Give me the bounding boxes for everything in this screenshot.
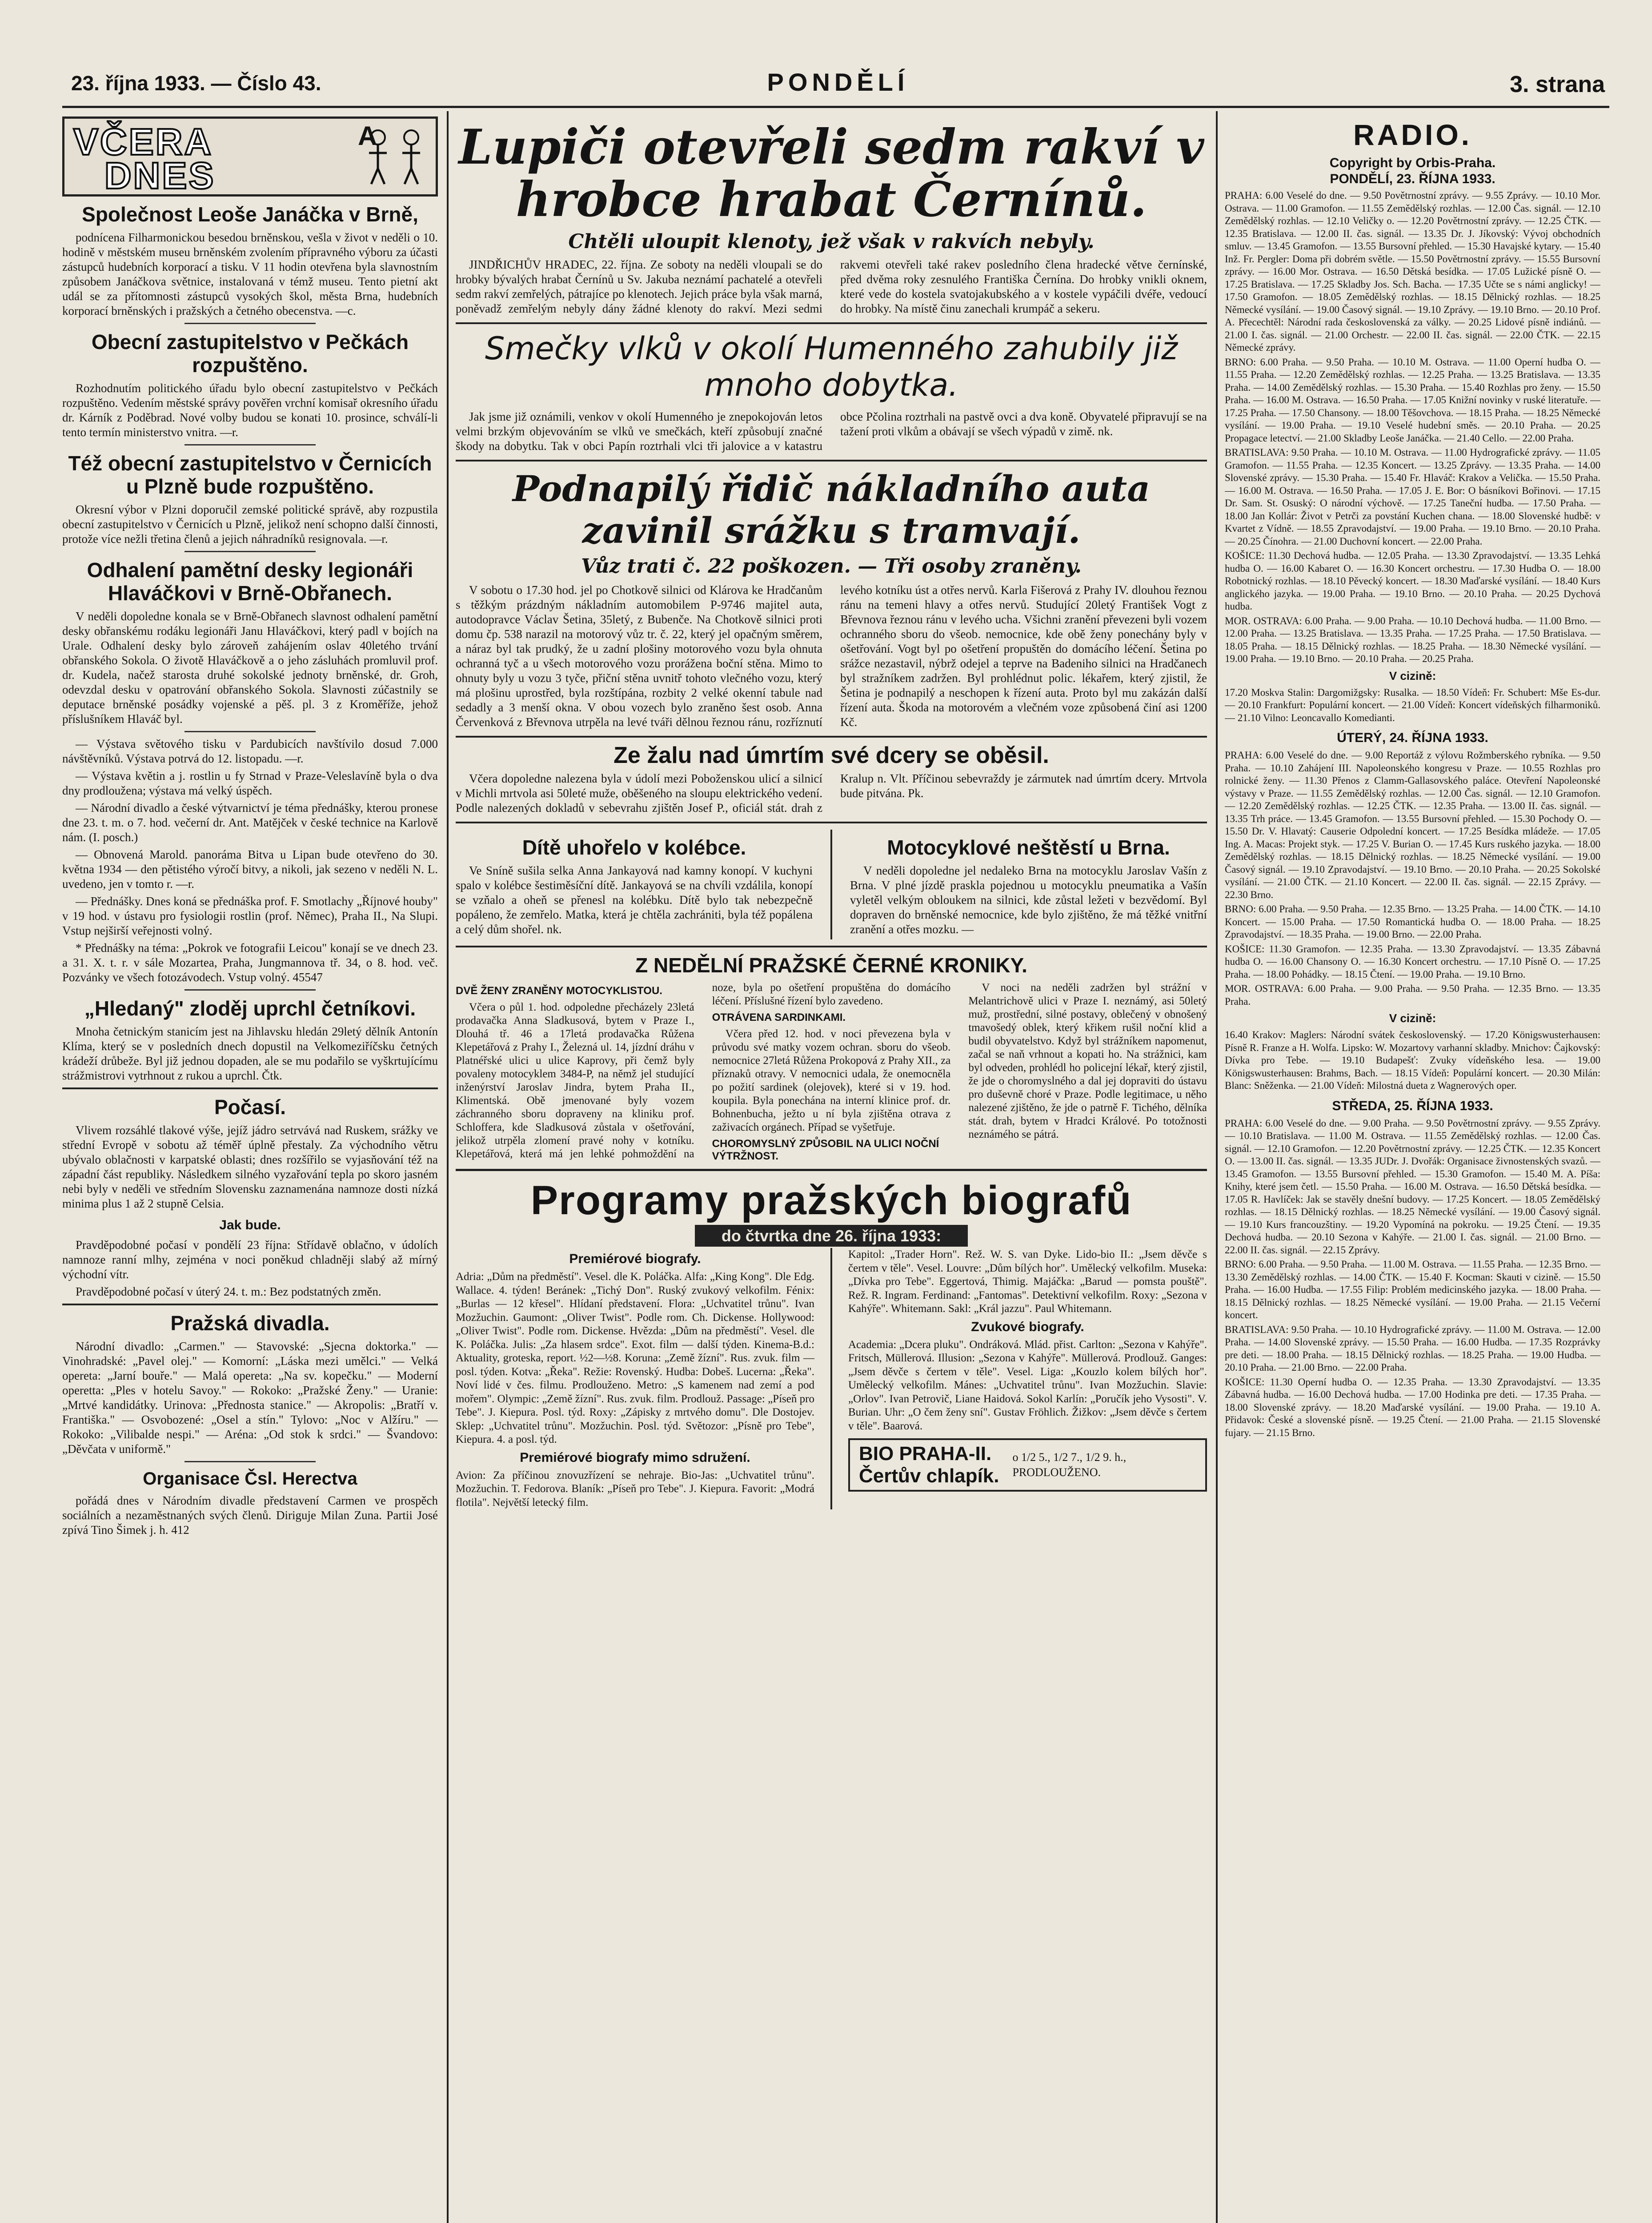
headline-robbers: Lupiči otevřeli sedm rakví v hrobce hrabat Černínů. (458, 119, 1204, 228)
cinema-programs-title: Programy pražských biografů (530, 1178, 1132, 1223)
vcera-a-dnes-logo (62, 116, 438, 197)
logo-figures-icon (360, 124, 431, 186)
radio-copyright: Copyright by Orbis-Praha. (1329, 156, 1496, 170)
radio-tuesday-foreign: 16.40 Krakov: Maglers: Národní svátek československý. — 17.20 Königswusterhausen: Písně R. Franze a H. Wolfa. Lipsko: W. Mozartovy varhanní skladby. Mnichov: Čajkovský: Dívka pro Tebe. — 19.10 Budapešť: Zvuky vídeňského lesa. — 19.00 Königswusterhausen: Brahms, Bach. — 18.15 Vídeň: Populární koncert. — 20.30 Milán: Blanc: Sněženka. — 21.00 Vídeň: Milostná dueta z Wagnerových oper. (1225, 1029, 1600, 1091)
article-robbers-text: JINDŘICHŮV HRADEC, 22. října. Ze soboty na neděli vloupali se do hrobky bývalých hrabat Černínů u Sv. Jakuba neznámí pachatelé a otevřeli sedm rakví zemřelých, pátrajíce po klenotech. Jejich práce byla však marná, poněvadž zemřelým nebyly dány žádné klenoty do rakví. Mezi sedmi rakvemi otevřeli také rakev posledního člena hradecké větve černínské, před dvěma roky zesnulého Františka Černína. Do hrobky vnikli oknem, které vede do kostela svatojakubského a v kostele vypáčili dvéře, vedoucí do hrobky. Na místě činu zanechali krumpáč a sekeru. (456, 258, 1207, 315)
weather-title: Počasí. (214, 1095, 286, 1119)
article-actors-text: pořádá dnes v Národním divadle představení Carmen ve prospěch sociálních a nezaměstnaných svých členů. Diriguje Milan Zuna. Partii José zpívá Tino Šimek j. h. 412 (62, 1494, 438, 1537)
cinema-programs-subtitle-bar (456, 1227, 1207, 1245)
divider (184, 551, 316, 552)
outside-cinemas-list: Avion: Za příčinou znovuzřízení se nehraje. Bio-Jas: „Uchvatitel trůnu". Mozžuchin. T. Fedorova. Blaník: „Píseň pro Tebe". J. Kiepura. Favorit: „Modrá flotila". Největší letecký film. (456, 1469, 814, 1509)
radio-foreign-title-2: V cizině: (1389, 1011, 1436, 1025)
premiere-cinemas-title: Premiérové biografy. (569, 1252, 701, 1266)
radio-monday-foreign: 17.20 Moskva Stalin: Dargomižgsky: Rusalka. — 18.50 Vídeň: Fr. Schubert: Mše Es-dur. — 20.10 Frankfurt: Populární koncert. — 21.00 Vídeň: Koncert vídeňských filharmoniků. — 21.10 Vilno: Leoncavallo Komedianti. (1225, 686, 1600, 723)
news-note: * Přednášky na téma: „Pokrok ve fotografii Leicou" konají se ve dnech 23. a 31. X. t. r. v sále Mozartea, Praha, Jungmannova tř. 34, o 8. hod. več. Pozvánky ve všech fotozávodech. Vstup volný. 45547 (62, 941, 438, 984)
article-actors-title: Organisace Čsl. Herectva (143, 1469, 357, 1489)
news-note: — Výstava květin a j. rostlin u fy Strnad v Praze-Veleslavíně byla o dva dny prodloužena; výstava má velký úspěch. (62, 769, 438, 797)
chronicle-story2-text: Včera před 12. hod. v noci převezena byla v průvodu své matky vozem ochran. sboru do všeob. nemocnice 27letá Růžena Prokopová z Prahy XII., za příznaků otravy. V nemocnici udala, že onemocněla po požití sardinek (olejovek), které si v 19. hod. koupila. Byla ponechána na interní klinice prof. dr. Bohnenbucha, ježto u ní byla zjištěna otrava z zaživacích orgánech. Případ se vyšetřuje. (712, 1028, 951, 1133)
radio-wednesday-kosice: KOŠICE: 11.30 Operní hudba O. — 12.35 Praha. — 13.30 Zpravodajství. — 13.35 Zábavná hudba. — 16.00 Dechová hudba. — 17.00 Hodinka pre deti. — 17.35 Praha. — 18.00 Slovenské zprávy. — 18.20 Maďarské vysílání. — 19.00 Praha. — 19.10 A. Přidavok: České a slovenské písně. — 19.25 Čtení. — 21.00 Praha. — 21.15 Slovenské fujary. — 21.15 Brno. (1225, 1376, 1600, 1438)
section-rule (456, 822, 1207, 823)
forecast-tuesday: Pravděpodobné počasí v úterý 24. t. m.: Bez podstatných změn. (76, 1285, 381, 1298)
headline-cradle: Dítě uhořelo v kolébce. (522, 836, 746, 859)
radio-tuesday-brno: BRNO: 6.00 Praha. — 9.50 Praha. — 12.35 Brno. — 13.25 Praha. — 14.00 ČTK. — 14.10 Koncert. — 15.00 Praha. — 17.50 Romantická hudba O. — 18.00 Praha. — 18.25 Zpravodajství. — 18.35 Praha. — 19.00 Brno. — 22.00 Praha. (1225, 903, 1600, 940)
headline-tram: Podnapilý řidič nákladního auta zavinil srážku s tramvají. (512, 468, 1151, 551)
news-note: — Národní divadlo a české výtvarnictví je téma přednášky, kterou pronese dne 23. t. m. o 7. hod. večerní dr. Ant. Matějček v české technice na Karlově nám. (I. posch.) (62, 801, 438, 844)
cinema-listing-right (848, 1248, 1207, 1509)
bio-praha-ad-right (1012, 1450, 1126, 1480)
radio-monday-kosice: KOŠICE: 11.30 Dechová hudba. — 12.05 Praha. — 13.30 Zpravodajství. — 13.35 Lehká hudba O. — 16.00 Kabaret O. — 16.30 Koncert orchestru. — 17.30 Hudba O. — 18.00 Robotnický rozhlas. — 18.10 Pěvecký koncert. — 18.30 Maďarské vysílání. — 18.40 Kurs anglického jazyka. — 19.00 Praha. — 19.10 Brno. — 20.10 Praha. — 20.25 Dychová hudba. (1225, 550, 1600, 612)
section-rule (62, 1087, 438, 1089)
chronicle-columns (456, 981, 1207, 1163)
center-column (456, 116, 1207, 2223)
divider (184, 323, 316, 324)
article-thief-title: „Hledaný" zloděj uprchl četníkovi. (84, 997, 416, 1020)
chronicle-title: Z NEDĚLNÍ PRAŽSKÉ ČERNÉ KRONIKY. (635, 954, 1027, 977)
headline-suicide: Ze žalu nad úmrtím své dcery se oběsil. (613, 742, 1049, 768)
radio-day-wednesday: STŘEDA, 25. ŘÍJNA 1933. (1332, 1098, 1493, 1113)
header-rule (62, 106, 1609, 108)
chronicle-story1-title: DVĚ ŽENY ZRANĚNY MOTOCYKLISTOU. (456, 985, 662, 997)
cinema-listing-left (456, 1248, 814, 1509)
radio-monday-bratislava: BRATISLAVA: 9.50 Praha. — 10.10 M. Ostrava. — 11.00 Hydrografické zprávy. — 11.05 Gramofon. — 11.55 Praha. — 12.35 Koncert. — 13.25 Zprávy. — 13.35 Praha. — 14.00 Slovenské zprávy. — 15.30 Praha. — 15.40 Fr. Hlaváč: Krakov a Velička. — 15.50 Praha. — 16.00 M. Ostrava. — 16.50 Praha. — 17.05 J. E. Bor: O básníkovi Bořinovi. — 17.15 Dr. Sam. St. Osuský: O národní výchově. — 17.25 Taneční hudba. — 17.50 Praha. — 18.00 Jan Kollár: Život v Petrči za povstání Kuchen chana. — 18.00 Slovenské hudbě: v Kvartet z Vídně. — 18.55 Zpravodajství. — 19.00 Praha. — 19.10 Brno. — 20.10 Praha. — 20.25 Čínohra. — 21.00 Duchovní koncert. — 22.00 Praha. (1225, 447, 1600, 547)
subheadline-robbers: Chtěli uloupit klenoty, jež však v rakvích nebyly. (568, 230, 1095, 253)
bio-praha-times: o 1/2 5., 1/2 7., 1/2 9. h., (1012, 1451, 1127, 1464)
bio-praha-film: Čertův chlapík. (859, 1465, 999, 1487)
story-divider (830, 830, 832, 939)
news-note: — Obnovená Marold. panoráma Bitva u Lipan bude otevřeno do 30. května 1934 — den pětistého výročí bitvy, a nikoli, jak sezeno v neděli N. L. uvedeno, jen v tomto r. —r. (62, 848, 438, 891)
article-hlavacek-text: V neděli dopoledne konala se v Brně-Obřanech slavnost odhalení pamětní desky obřanskému rodáku legionáři Janu Hlaváčkovi, který padl v bojích na Urale. Odhalení desky bylo zároveň zahájením oslav 40letého trvání obřanského Sokola. O životě Hlaváčkově a o jeho zásluhách promluvil prof. dr. Kudela, načež starosta druhé sokolské jednoty brněnské, dr. Groh, odevzdal desku v opatrování obřanského Sokola. Slavnosti zúčastnily se deputace brněnské posádky vojenské a pěš. pl. 3 z Kroměříže, jehož příslušníkem Hlaváč byl. (62, 610, 438, 726)
article-hlavacek-title: Odhalení pamětní desky legionáři Hlaváčkovi v Brně-Obřanech. (87, 558, 413, 605)
article-cernice-text: Okresní výbor v Plzni doporučil zemské politické správě, aby rozpustila obecní zastupitelstvo v Černicích u Plzně, jelikož není schopno další činnosti, protože více nežli třetina členů a jejich náhradníků resignovala. —r. (62, 503, 438, 546)
radio-wednesday-praha: PRAHA: 6.00 Veselé do dne. — 9.00 Praha. — 9.50 Povětrnostní zprávy. — 9.55 Zprávy. — 10.10 Bratislava. — 11.00 M. Ostrava. — 11.55 Zemědělský rozhlas. — 12.00 Čas. signál. — 12.10 Gramofon. — 12.20 Povětrnostní zprávy. — 12.25 ČTK. — 12.35 Koncert O. — 13.00 II. čas. signál. — 13.35 JUDr. J. Dvořák: Organisace živnostenských svazů. — 13.45 Gramofon. — 13.55 Bursovní přehled. — 15.30 Gramofon. — 15.40 M. A. Píša: Knihy, které jsem četl. — 15.50 Praha. — 16.00 M. Ostrava. — 16.50 Dětská besídka. — 17.05 R. Havlíček: Jak se stavěly dnešní budovy. — 17.25 Koncert. — 18.05 Zemědělský rozhlas. — 18.15 Dělnický rozhlas. — 18.25 Německé vysílání. — 19.00 Časový signál. — 19.10 Kurs francouzštiny. — 19.20 Vypomíná na pokroku. — 19.25 Čtení. — 19.35 Dechová hudba. — 20.10 Sezona v Kahýře. — 21.00 I. čas. signál. — 21.00 Brno. — 22.00 II. čas. signál. — 22.15 Zprávy. (1225, 1117, 1600, 1256)
logo-dnes: DNES (104, 155, 216, 197)
column-rule-left (447, 111, 449, 2223)
article-janacek-title: Společnost Leoše Janáčka v Brně, (82, 203, 418, 226)
cinema-listing (456, 1248, 1207, 1509)
chronicle-story3-text: V noci na neděli zadržen byl strážní v Melantrichově ulici v Praze I. neznámý, asi 50letý muž, prostřední, silné postavy, oblečený v obnošený tmavošedý oblek, který křikem rušil noční klid a budil obyvatelstvo. Když byl strážníkem napomenut, začal se naň vrhnout a kopati ho. Na strážnici, kam byl odveden, prohlédl ho policejní lékař, který zjistil, že jde o choromyslného a dal jej dopraviti do ústavu pro duševně choré v Praze. Podle legitimace, u něho nalezené zjištěno, že jde o patrně F. Tichého, dělníka stát. drah, bytem v Hradci Králové. Po totožnosti neznámého se pátrá. (968, 982, 1207, 1140)
chronicle-story2-title: OTRÁVENA SARDINKAMI. (712, 1011, 846, 1023)
radio-monday-ostrava: MOR. OSTRAVA: 6.00 Praha. — 9.00 Praha. — 10.10 Dechová hudba. — 11.00 Brno. — 12.00 Praha. — 13.25 Bratislava. — 13.35 Praha. — 17.25 Praha. — 17.50 Bratislava. — 18.05 Praha. — 18.15 Dělnický rozhlas. — 18.25 Praha. — 18.30 Německé vysílání. — 19.00 Praha. — 19.10 Brno. — 20.10 Praha. — 20.25 Praha. (1225, 615, 1600, 664)
article-suicide-text: Včera dopoledne nalezena byla v údolí mezi Poboženskou ulicí a silnicí v Michli mrtvola asi 50leté muže, oběšeného na sloupu elektrického vedení. Podle nalezených dokladů v sebevrahu zjištěn Josef P., oficiál stát. drah z Kralup n. Vlt. Příčinou sebevraždy je zármutek nad úmrtím dcery. Mrtvola bude pitvána. Pk. (456, 772, 1207, 815)
section-rule (456, 460, 1207, 461)
section-rule (456, 736, 1207, 738)
outside-cinemas-title: Premiérové biografy mimo sdružení. (520, 1450, 750, 1465)
cinema-listing-divider (830, 1248, 832, 1509)
chronicle-story1-text: Včera o půl 1. hod. odpoledne přecházely 23letá prodavačka Anna Sladkusová, bytem v Praze I., Dlouhá tř. 46 a 17letá prodavačka Růžena Klepetářová z Prahy I., Železná ul. 14, jízdní dráhu v Platnéřské ulici u ulice Kaprovy, při čemž byly povaleny motocyklem 3484-P, na němž jel studující inženýrství Jaroslav Jindra, bytem Praha II., Klimentská. Obě jmenované byly vozem záchranného sboru dopraveny na kliniku prof. Schloffera, kde Sladkusová zůstala v ošetřování, jelikož utrpěla zlomení pravé nohy v kotníku. Klepetářová, která má jen lehké pohmoždění na noze, byla po ošetření propuštěna do domácího léčení. Příslušné řízení bylo zavedeno. (456, 982, 951, 1160)
news-note: — Výstava světového tisku v Pardubicích navštívilo dosud 7.000 návštěvníků. Výstava potrvá do 12. listopadu. —r. (62, 737, 438, 765)
headline-motorcycle: Motocyklové neštěstí u Brna. (887, 836, 1170, 859)
radio-monday-brno: BRNO: 6.00 Praha. — 9.50 Praha. — 10.10 M. Ostrava. — 11.00 Operní hudba O. — 11.55 Praha. — 12.20 Zemědělský rozhlas. — 12.25 Praha. — 13.25 Bratislava. — 13.35 Praha. — 14.00 Zemědělský rozhlas. — 15.30 Praha. — 15.40 Rozhlas pro ženy. — 15.50 Praha. — 16.00 M. Ostrava. — 16.50 Praha. — 17.05 Knižní novinky v ruské literatuře. — 17.25 Praha. — 17.50 Chansony. — 18.00 Těšovchova. — 18.15 Praha. — 18.25 Německé vysílání. — 19.00 Praha. — 19.10 Veselé hudební směs. — 20.10 Praha. — 20.25 Propagace letectví. — 21.00 Skladby Leoše Janáčka. — 21.40 Cello. — 22.00 Praha. (1225, 356, 1600, 444)
section-rule (456, 322, 1207, 324)
radio-foreign-title: V cizině: (1389, 669, 1436, 682)
forecast-monday: Pravděpodobné počasí v pondělí 23 října: Střídavě oblačno, v údolích namnoze ranní mlhy, zejména v noci poněkud chladněji slabý až mírný východní vítr. (62, 1238, 438, 1281)
weather-text: Vlivem rozsáhlé tlakové výše, jejíž jádro setrvává nad Ruskem, srážky ve střední Evropě v sobotu až téměř úplně přestaly. Za východního větru ubývalo oblačnosti v karpatské oblasti; dnes rozšířilo se vyjasňování též na západní část republiky. Následkem silného vyzařování tepla po skoro jasném nebi byly v neděli ve středním Slovensku zaznamenána namnoze dosti nízká minima plus 1 až 2 stupně Celsia. (62, 1124, 438, 1210)
article-cernice-title: Též obecní zastupitelstvo v Černicích u Plzně bude rozpuštěno. (68, 452, 432, 498)
premiere-cinemas-list: Adria: „Dům na předměstí". Vesel. dle K. Poláčka. Alfa: „King Kong". Dle Edg. Wallace. 4. týden! Beránek: „Tichý Don". Ruský zvukový velkofilm. Fénix: „Burlas — 12 křesel". Hlídaní představení. Flora: „Uchvatitel trůnu". Ivan Mozžuchin. Gaumont: „Oliver Twist". Podle rom. Ch. Dickense. Hollywood: „Oliver Twist". Podle rom. Dickense. Hvězda: „Dům na předměstí". Vesel. dle K. Poláčka. Julis: „Za hlasem srdce". Exot. film — další týden. Kinema-B.d.: Aktuality, groteska, report. ½2—½8. Koruna: „Země žízní". Rus. zvuk. film — posl. týden. Kotva: „Řeka". Režie: Rovenský. Hudba: Dobeš. Lucerna: „Řeka". Noví lidé v čes. filmu. Prodlouženo. Metro: „S kamenem nad zemí a pod mořem". Olympic: „Země žízní". Rus. zvuk. film. Prodlouž. Passage: „Píseň pro Tebe". J. Kiepura. Posl. týd. Roxy: „Zápisky z mrtvého domu". Dle Dostojev. Sklep: „Uchvatitel trůnu". Mozžuchin. Posl. týd. Světozor: „Písně pro Tebe", Kiepura. 4. a posl. týd. (456, 1271, 814, 1445)
article-thief-text: Mnoha četnickým stanicím jest na Jihlavsku hledán 29letý dělník Antonín Klíma, který se v posledních dnech dopustil na Velkomeziříčsku četných krádeží drůbeže. Byl již jednou dopaden, ale se mu podařilo se vyškrtujícímu strážmistrovi vytrhnout z rukou a uprchl. Čtk. (62, 1025, 438, 1082)
article-pecky-title: Obecní zastupitelstvo v Pečkách rozpuštěno. (91, 330, 409, 377)
news-note: — Přednášky. Dnes koná se přednáška prof. F. Smotlachy „Říjnové houby" v 19 hod. v ústavu pro fysiologii rostlin (prof. Němec), Praha II., Na Slupi. Vstup nejširší veřejnosti volný. (62, 895, 438, 937)
section-rule (456, 946, 1207, 947)
forecast-title: Jak bude. (219, 1218, 281, 1232)
article-wolves-text: Jak jsme již oznámili, venkov v okolí Humenného je znepokojován letos velmi brzkým objevováním se vlků ve smečkách, kteří způsobují značné škody na dobytku. Tak v obci Papín roztrhali vlci tři jalovice a v katastru obce Pčolina roztrhali na pastvě ovci a dva koně. Obyvatelé připravují se na tažení proti vlkům a obávají se všech výpadů v zimě. nk. (456, 410, 1207, 453)
premiere-cinemas-list-2: Kapitol: „Trader Horn". Rež. W. S. van Dyke. Lido-bio II.: „Jsem děvče s čertem v těle". Vesel. Louvre: „Dům bílých hor". Umělecký velkofilm. Museka: „Dívka pro Tebe". Eggertová, Thimig. Majáčka: „Barud — pomsta pouště". Rež. R. Ingram. Ferdinand: „Fantomas". Detektivní velkofilm. Roxy: „Sezona v Kahýře". Whitemann. Sakl: „Král jazzu". Paul Whitemann. (848, 1248, 1207, 1315)
theatre-title: Pražská divadla. (170, 1312, 330, 1335)
section-rule (62, 1304, 438, 1305)
left-column (62, 116, 438, 2223)
cinema-programs-subtitle: do čtvrtka dne 26. října 1933: (695, 1225, 968, 1247)
radio-tuesday-kosice: KOŠICE: 11.30 Gramofon. — 12.35 Praha. — 13.30 Zpravodajství. — 13.35 Zábavná hudba O. — 16.00 Chansony O. — 16.30 Koncert orchestru. — 17.10 Písně O. — 17.25 Praha. — 18.00 Pohádky. — 18.15 Čtení. — 19.00 Praha. — 19.10 Brno. (1225, 943, 1600, 980)
radio-tuesday-praha: PRAHA: 6.00 Veselé do dne. — 9.00 Reportáž z výlovu Rožmberského rybníka. — 9.50 Praha. — 10.10 Zahájení III. Napoleonského kongresu v Praze. — 10.55 Rozhlas pro rolnické ženy. — 11.30 Přenos z Clamm-Gallasovského paláce. Otevření Napoleonské výstavy v Praze. — 11.55 Zemědělský rozhlas. — 12.00 Čas. signál. — 12.10 Gramofon. — 12.20 Zemědělský rozhlas. — 12.25 ČTK. — 12.35 Praha. — 13.00 II. čas. signál. — 13.35 Trh práce. — 13.45 Gramofon. — 13.55 Bursovní přehled. — 15.30 Pochody O. — 15.50 Dr. V. Hlavatý: Causerie Odpolední koncert. — 17.25 Besídka mládeže. — 17.05 Ing. A. Macas: Projekt styk. — 17.25 V. Burian O. — 17.45 Kurs ruského jazyka. — 18.00 Zemědělský rozhlas. — 18.15 Dělnický rozhlas. — 18.25 Německé vysílání. — 19.00 Časový signál. — 19.10 Zpravodajství. — 19.10 Brno. — 20.10 Praha. — 20.25 Sokolské vysílání. — 21.00 ČTK. — 21.10 Koncert. — 22.00 II. čas. signál. — 22.15 Zprávy. — 22.30 Brno. (1225, 750, 1600, 900)
two-story-row (456, 830, 1207, 939)
chronicle-story3-title: CHOROMYSLNÝ ZPŮSOBIL NA ULICI NOČNÍ VÝTRŽNOST. (712, 1138, 939, 1162)
story-cradle (456, 830, 813, 939)
bio-praha-ad-left (859, 1443, 999, 1487)
article-pecky-text: Rozhodnutím politického úřadu bylo obecní zastupitelstvo v Pečkách rozpuštěno. Vedením městské správy pověřen vrchní komisař okresního úřadu dr. Kárník z Poděbrad. Nové volby budou se konati 10. prosince, schválí-li tento termín ministerstvo vnitra. —r. (62, 381, 438, 439)
bio-praha-name: BIO PRAHA-II. (859, 1443, 992, 1465)
bio-praha-note: PRODLOUŽENO. (1012, 1466, 1101, 1479)
radio-wednesday-bratislava: BRATISLAVA: 9.50 Praha. — 10.10 Hydrografické zprávy. — 11.00 M. Ostrava. — 12.00 Praha. — 14.00 Slovenské zprávy. — 15.50 Praha. — 16.00 Hudba. — 17.35 Rozprávky pre deti. — 18.00 Praha. — 18.15 Dělnický rozhlas. — 18.25 Praha. — 19.00 Hudba. — 20.10 Praha. — 21.00 Brno. — 22.00 Praha. (1225, 1324, 1600, 1373)
radio-column (1225, 116, 1600, 2223)
header-day: PONDĚLÍ (767, 68, 909, 96)
article-motorcycle-text: V neděli dopoledne jel nedaleko Brna na motocyklu Jaroslav Vašín z Brna. V plné jízdě praskla pojednou u motocyklu pneumatika a Vašín vyletěl velkým obloukem na silnici, kde zůstal ležeti v bezvědomí. Byl dopraven do brněnské nemocnice, kde bylo zjištěno, že má těžké vnitřní zranění a otřes mozku. — (850, 864, 1207, 936)
sound-cinemas-list: Academia: „Dcera pluku". Ondráková. Mlád. přist. Carlton: „Sezona v Kahýře". Fritsch, Müllerová. Illusion: „Sezona v Kahýře". Müllerová. Prodlouž. Ganges: „Jsem děvče s čertem v těle". Vesel. Liga: „Kouzlo kolem bílých hor". Umělecký velkofilm. Mánes: „Uchvatitel trůnu". Ivan Mozžuchin. Slavie: „Orlov". Ivan Petrovič, Liane Haidová. Sokol Karlín: „Poručík jeho Vysosti". V. Burian. Uhr: „O čem ženy sní". Gustav Fröhlich. Žižkov: „Jsem děvče s čertem v těle". Baarová. (848, 1338, 1207, 1432)
radio-day-tuesday: ÚTERÝ, 24. ŘÍJNA 1933. (1337, 730, 1488, 745)
sound-cinemas-title: Zvukové biografy. (971, 1319, 1084, 1334)
theatre-listing: Národní divadlo: „Carmen." — Stavovské: „Sjecna doktorka." — Vinohradské: „Pavel olej." — Komorní: „Láska mezi umělci." — Velká opereta: „Jarní bouře." — Malá opereta: „Na sv. kopečku." — Moderní operetta: „Ples v hotelu Savoy." — Rokoko: „Pražské Ženy." — Uranie: „Mrtvé kandidátky. Urinova: „Přednosta stanice." — Akropolis: „Bratří v. Františka." — Osvobozené: „Osel a stín." Tylovo: „Noc v Alžíru." — Rokoko: „Vilibalde nespi." — Aréna: „Od stok k srdci." — Švandovo: „Děvčata v uniformě." (62, 1340, 438, 1456)
article-janacek-text: podnícena Filharmonickou besedou brněnskou, vešla v život v neděli o 10. hodině v městském museu brněnském zvolením přípravného výboru za účasti zástupců hudebních korporací a tisku. V 11 hodin otevřena byla slavnostním způsobem Janáčkova světnice, instalovaná v témž museu. Tento pietní akt udál se za přítomnosti zástupců vysokých škol, města Brna, hudebních korporací brněnských i pražských a četného obecenstva. —c. (62, 231, 438, 317)
divider (184, 989, 316, 991)
radio-wednesday-brno: BRNO: 6.00 Praha. — 9.50 Praha. — 11.00 M. Ostrava. — 11.55 Praha. — 12.35 Brno. — 13.30 Zemědělský rozhlas. — 14.00 ČTK. — 15.40 F. Kocman: Skauti v cizině. — 15.50 Praha. — 16.00 Hudba. — 17.55 Filip: Problém medicinského jazyka. — 18.00 Praha. — 18.15 Dělnický rozhlas. — 18.25 Německé vysílání. — 19.00 Praha. — 21.15 Večerní koncert. (1225, 1259, 1600, 1320)
logo-a: A (358, 121, 377, 151)
radio-title: RADIO. (1353, 118, 1472, 151)
radio-monday-praha: PRAHA: 6.00 Veselé do dne. — 9.50 Povětrnostní zprávy. — 9.55 Zprávy. — 10.10 Mor. Ostrava. — 11.00 Gramofon. — 11.55 Zemědělský rozhlas. — 12.00 Čas. signál. — 12.10 Zemědělský rozhlas. — 12.10 Veličky o. — 12.20 Povětrnostní zprávy. — 12.25 ČTK. — 12.35 Bratislava. — 12.00 II. čas. signál. — 13.35 Dr. J. Jíkovský: Vývoj obchodních smluv. — 13.45 Gramofon. — 13.55 Bursovní přehled. — 15.30 Havajské kytary. — 15.40 Inž. Fr. Pergler: Doma při dobrém světle. — 15.50 Povětrnostní zprávy. — 15.55 Bursovní zprávy. — 16.00 Mor. Ostrava. — 16.50 Dětská besídka. — 17.05 Lužické písně O. — 17.25 Bratislava. — 17.25 Skladby Jos. Sch. Bacha. — 17.35 Učte se s námi anglicky! — 17.50 Gramofon. — 18.05 Zemědělský rozhlas. — 18.15 Dělnický rozhlas. — 18.25 Německé vysílání. — 19.00 Časový signál. — 19.10 Zprávy. — 19.10 Brno. — 20.10 Prof. A. Přecechtěl: Národní rada československá za války. — 20.25 Lidové písně indiánů. — 21.00 I. čas. signál. — 21.00 Orchestr. — 22.00 II. čas. signál. — 22.00 ČTK. — 22.15 Německé zprávy. (1225, 190, 1600, 353)
divider (184, 444, 316, 445)
page-header (71, 67, 1605, 102)
divider (184, 1461, 316, 1462)
radio-day-monday: PONDĚLÍ, 23. ŘÍJNA 1933. (1330, 172, 1496, 186)
header-page-number: 3. strana (1510, 72, 1605, 97)
column-rule-right (1216, 111, 1218, 2223)
header-date-issue: 23. října 1933. — Číslo 43. (71, 72, 321, 95)
bio-praha-ad (848, 1438, 1207, 1492)
story-motorcycle (850, 830, 1207, 939)
section-rule (456, 1169, 1207, 1171)
article-cradle-text: Ve Sníně sušila selka Anna Jankayová nad kamny konopí. V kuchyni spalo v kolébce šestiměsíční dítě. Jankayová se na chvíli vzdálila, konopí se vzňalo a oheň se přenesl na kolébku. Dítě bylo tak nebezpečně popáleno, že zemřelo. Matka, která je chtěla zachrániti, byla též popálena a celý dům shořel. nk. (456, 864, 813, 936)
divider (184, 731, 316, 732)
radio-tuesday-ostrava: MOR. OSTRAVA: 6.00 Praha. — 9.00 Praha. — 9.50 Praha. — 12.35 Brno. — 13.35 Praha. (1225, 983, 1600, 1007)
article-tram-text: V sobotu o 17.30 hod. jel po Chotkově silnici od Klárova ke Hradčanům s těžkým prázdným nákladním automobilem P-9746 majitel auta, autodopravce Václav Šetina, 35letý, z Bubenče. Na Chotkově silnici proti domu čp. 538 narazil na motorový vůz tr. č. 22, který jel opačným směrem, a náraz byl tak prudký, že u zadní plošiny motorového vozu byla ohnuta ochranná tyč a u všech motorového vozu prorážena boční stěna. Mimo to ohnuty byly u vozu 3 tyče, přiční stěna uvnitř tohoto vlečného vozu, který má plošinu uprostřed, byla rozštípána, rozbity 2 velké okenní tabule nad sedadly a 3 menší okna. V obou vozech bylo zraněno šest osob. Anna Červenková z Břevnova utrpěla na levé tváři dělnou řeznou ránu, rozříznutí levého kotníku úst a otřes nervů. Karla Fišerová z Prahy IV. dlouhou řeznou ránu na temeni hlavy a otřes nervů. Studující 20letý František Vogt z Břevnova řeznou ránu v levého ucha. Všichni zranění převezeni byli vozem ochranného sboru do všeob. nemocnice, kde obě ženy ponechány byly v ošetřování. Vogt byl po ošetření propuštěn do domácího léčení. Šetina po srážce nezastavil, nýbrž odejel a teprve na Badeniho silnici na Hradčanech byl stražníkem zadržen. Byl prohlédnut polic. lékařem, který zjistil, že Šetina je podnapilý a neschopen k řízení auta. Proto byl mu zakázán další řízení auta. Škoda na motorovém a vlečném voze způsobená činí asi 1200 Kč. (456, 583, 1207, 729)
subheadline-tram: Vůz trati č. 22 poškozen. — Tři osoby zraněny. (581, 555, 1082, 578)
logo-vcera: VČERA (73, 121, 213, 163)
headline-wolves: Smečky vlků v okolí Humenného zahubily již mnoho dobytka. (485, 330, 1178, 403)
